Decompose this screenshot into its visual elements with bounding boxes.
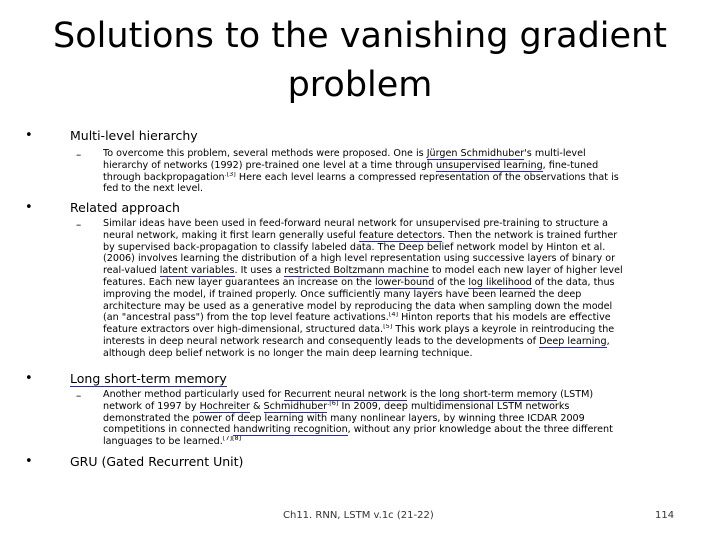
text-span: (2006) involves learning the distribution of a high level representation using successive layers of binary or: [103, 253, 616, 265]
text-span: In 2009, deep multidimensional LSTM networks: [338, 400, 570, 412]
text-span: demonstrated the power of deep learning with many nonlinear layers, by winning three ICDAR 2009: [103, 412, 585, 424]
heading-long-short-term-memory[interactable]: [70, 371, 227, 386]
page-number: 114: [655, 510, 675, 521]
text-span: by supervised: [103, 241, 174, 253]
text-span: , without any prior knowledge about the three different: [347, 424, 613, 436]
slide-title: [40, 12, 680, 110]
text-span: hierarchy of networks (1992) pre-trained one level at a time through: [103, 159, 436, 171]
text-span: architecture may be used as a: [103, 300, 253, 312]
text-span: This work plays a keyrole in reintroducing the: [392, 324, 615, 336]
text-span: competitions in connected: [103, 424, 234, 436]
paragraph-line: [103, 183, 673, 195]
text-span: . Then the network is trained further: [442, 229, 618, 241]
paragraph-line: [103, 301, 673, 313]
paragraph-line: [103, 324, 673, 336]
bullet: •: [25, 200, 33, 215]
citation-ref: .[3]: [224, 171, 236, 178]
text-span: interests in deep neural network research and consequently leads to the developments of: [103, 335, 540, 347]
paragraph-related-approach: [103, 218, 673, 360]
paragraph-line: [103, 436, 673, 448]
paragraph-multi-level-hierarchy: [103, 148, 673, 195]
paragraph-line: [103, 348, 673, 360]
hyperlink[interactable]: Hochreiter: [199, 400, 250, 412]
text-span: languages to be learned.: [103, 436, 223, 448]
text-span: 's multi-level: [524, 148, 586, 159]
heading-gru: GRU (Gated Recurrent Unit): [70, 454, 244, 469]
dash: –: [76, 219, 82, 231]
paragraph-line: [103, 312, 673, 324]
paragraph-line: [103, 218, 673, 230]
paragraph-line: [103, 413, 673, 425]
paragraph-line: [103, 253, 673, 265]
text-span: Another method particularly used for: [103, 389, 285, 400]
heading-related-approach: Related approach: [70, 200, 180, 215]
text-span: of the: [434, 276, 469, 288]
text-span: through: [103, 171, 144, 183]
paragraph-line: [103, 242, 673, 254]
slide-title-line-2: problem: [287, 65, 433, 105]
hyperlink[interactable]: Recurrent neural network: [284, 389, 407, 400]
bullet: •: [25, 454, 33, 469]
heading-link[interactable]: Long short-term memory: [70, 371, 227, 386]
footer-course-label: Ch11. RNN, LSTM v.1c (21-22): [283, 510, 434, 521]
paragraph-line: [103, 336, 673, 348]
text-span: to classify labeled data. The: [257, 241, 399, 253]
paragraph-line: [103, 148, 673, 160]
text-span: (LSTM): [557, 389, 594, 400]
citation-ref: [5]: [383, 324, 393, 331]
paragraph-line: [103, 265, 673, 277]
bullet: •: [25, 128, 33, 143]
hyperlink[interactable]: feature detectors: [358, 229, 443, 241]
text-span: Similar ideas have been used in feed-forward neural network for unsupervised pre-training to structure a: [103, 218, 608, 229]
hyperlink[interactable]: log likelihood: [468, 276, 532, 288]
text-span: is the: [406, 389, 440, 400]
hyperlink[interactable]: Schmidhuber: [263, 400, 328, 412]
text-span: (an "ancestral pass") from the top level feature activations.: [103, 312, 389, 324]
dash: –: [76, 149, 82, 161]
paragraph-line: [103, 160, 673, 172]
text-span: improving the model, if trained properly. Once sufficiently many layers have been learned the deep: [103, 288, 582, 300]
citation-ref: .[6]: [327, 400, 339, 407]
hyperlink[interactable]: Jürgen Schmidhuber: [426, 148, 525, 159]
paragraph-line: [103, 389, 673, 401]
dash: –: [76, 390, 82, 402]
citation-ref: [7][8]: [222, 436, 242, 443]
hyperlink[interactable]: backpropagation: [143, 171, 225, 183]
hyperlink[interactable]: back-propagation: [173, 241, 258, 253]
text-span: . It uses a: [234, 265, 285, 277]
text-span: fed to the next level.: [103, 183, 204, 195]
text-span: to model each new layer of higher level: [428, 265, 623, 277]
paragraph-line: [103, 401, 673, 413]
text-span: of the data, thus: [531, 276, 615, 288]
hyperlink[interactable]: Deep learning: [539, 335, 607, 347]
paragraph-lstm: [103, 389, 673, 448]
text-span: network of 1997 by: [103, 400, 200, 412]
hyperlink[interactable]: lower-bound: [374, 276, 435, 288]
hyperlink[interactable]: Deep belief network: [398, 241, 496, 253]
text-span: by reproducing the data when sampling down the model: [336, 300, 613, 312]
citation-ref: [4]: [388, 312, 399, 319]
text-span: features. Each new layer guarantees an increase on the: [103, 276, 375, 288]
hyperlink[interactable]: unsupervised learning: [435, 159, 543, 171]
heading-multi-level-hierarchy: Multi-level hierarchy: [70, 128, 198, 143]
text-span: real-valued: [103, 265, 160, 277]
paragraph-line: [103, 230, 673, 242]
slide-title-line-1: Solutions to the vanishing gradient: [53, 16, 667, 56]
paragraph-line: [103, 289, 673, 301]
text-span: To overcome this problem, several methods were proposed. One is: [103, 148, 427, 159]
hyperlink[interactable]: handwriting recognition: [233, 424, 348, 436]
hyperlink[interactable]: restricted Boltzmann machine: [284, 265, 429, 277]
hyperlink[interactable]: long short-term memory: [439, 389, 558, 400]
text-span: model by Hinton et al.: [495, 241, 606, 253]
text-span: Hinton reports that his models are effective: [398, 312, 611, 324]
text-span: Here each level learns a compressed representation of the observations that is: [235, 171, 619, 183]
text-span: feature extractors over high-dimensional, structured data.: [103, 324, 384, 336]
paragraph-line: [103, 277, 673, 289]
paragraph-line: [103, 424, 673, 436]
text-span: &: [249, 400, 264, 412]
bullet: •: [25, 371, 33, 386]
hyperlink[interactable]: latent variables: [159, 265, 235, 277]
text-span: , fine-tuned: [542, 159, 599, 171]
text-span: although deep belief network is no longer the main deep learning technique.: [103, 347, 473, 359]
text-span: ,: [606, 335, 610, 347]
hyperlink[interactable]: generative model: [252, 300, 337, 312]
text-span: neural network, making it first learn generally useful: [103, 229, 359, 241]
paragraph-line: [103, 172, 673, 184]
